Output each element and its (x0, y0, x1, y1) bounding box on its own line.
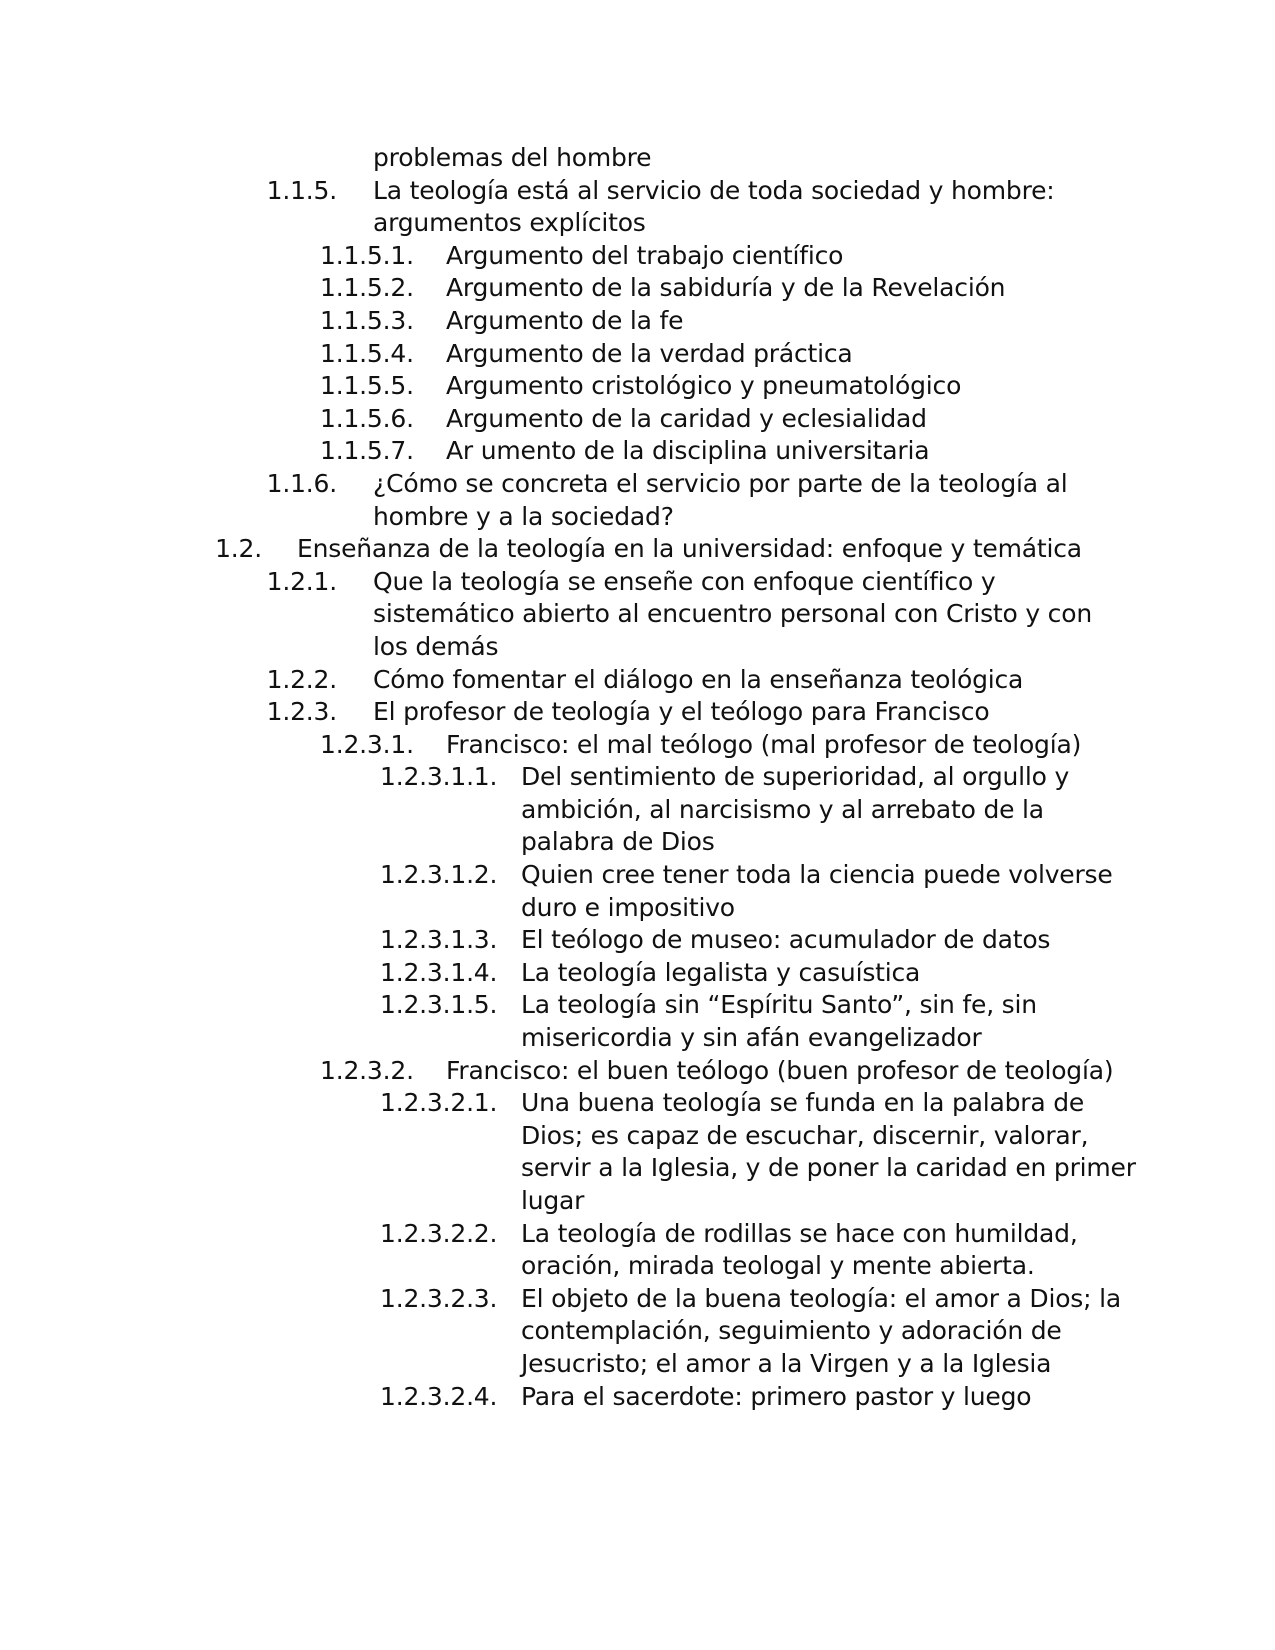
item-text: Ar umento de la disciplina universitaria (446, 436, 930, 466)
outline-item (0, 338, 1275, 371)
item-text: Que la teología se enseñe con enfoque científico y sistemático abierto al encuentro personal con Cristo y con los demás (373, 566, 1092, 661)
item-number: 1.1.5.6. (320, 403, 414, 433)
item-text: Argumento cristológico y pneumatológico (446, 371, 962, 401)
item-number: 1.1.5.5. (320, 371, 414, 401)
item-number: 1.2.3. (266, 697, 337, 727)
outline-item (0, 468, 1275, 533)
item-number: 1.2.3.2.4. (380, 1381, 498, 1411)
outline-item (0, 1218, 1275, 1283)
item-number: 1.2.3.2.2. (380, 1218, 498, 1248)
item-number: 1.2.3.1. (320, 729, 414, 759)
outline-item (0, 957, 1275, 990)
item-number: 1.1.5.7. (320, 436, 414, 466)
outline-item (0, 370, 1275, 403)
outline-item (0, 305, 1275, 338)
item-text: Argumento de la verdad práctica (446, 338, 853, 368)
outline-item (0, 859, 1275, 924)
item-text: El objeto de la buena teología: el amor a Dios; la contemplación, seguimiento y adoración de Jesucristo; el amor a la Virgen y a la Iglesia (521, 1283, 1121, 1378)
item-number: 1.2.3.2. (320, 1055, 414, 1085)
item-number: 1.2.3.1.3. (380, 925, 498, 955)
item-number: 1.1.5. (266, 175, 337, 205)
item-text: Enseñanza de la teología en la universidad: enfoque y temática (297, 534, 1082, 564)
item-number: 1.2.3.1.1. (380, 762, 498, 792)
outline-list (0, 142, 1275, 1413)
outline-item (0, 272, 1275, 305)
item-number: 1.1.5.4. (320, 338, 414, 368)
outline-item (0, 696, 1275, 729)
item-text: Francisco: el buen teólogo (buen profesor de teología) (446, 1055, 1114, 1085)
item-text: Del sentimiento de superioridad, al orgullo y ambición, al narcisismo y al arrebato de la palabra de Dios (521, 762, 1070, 857)
outline-item (0, 533, 1275, 566)
item-number: 1.2. (215, 534, 262, 564)
outline-item (0, 1381, 1275, 1414)
item-text: Cómo fomentar el diálogo en la enseñanza teológica (373, 664, 1024, 694)
outline-item (0, 142, 1275, 175)
item-number: 1.2.3.1.2. (380, 860, 498, 890)
outline-item (0, 729, 1275, 762)
outline-item (0, 1087, 1275, 1217)
item-text: Argumento de la fe (446, 305, 684, 335)
outline-item (0, 924, 1275, 957)
item-number: 1.1.5.2. (320, 273, 414, 303)
outline-item (0, 1283, 1275, 1381)
item-text: La teología está al servicio de toda sociedad y hombre: argumentos explícitos (373, 175, 1055, 238)
outline-item (0, 175, 1275, 240)
item-text: Argumento de la sabiduría y de la Revelación (446, 273, 1006, 303)
item-text: Una buena teología se funda en la palabra de Dios; es capaz de escuchar, discernir, valorar, servir a la Iglesia, y de poner la caridad en primer lugar (521, 1088, 1136, 1215)
item-text: El teólogo de museo: acumulador de datos (521, 925, 1051, 955)
item-text: problemas del hombre (373, 143, 652, 172)
outline-item (0, 240, 1275, 273)
item-number: 1.2.3.2.1. (380, 1088, 498, 1118)
item-text: Argumento de la caridad y eclesialidad (446, 403, 927, 433)
item-text: Quien cree tener toda la ciencia puede volverse duro e impositivo (521, 860, 1113, 922)
item-number: 1.1.6. (266, 468, 337, 498)
item-number: 1.2.3.1.5. (380, 990, 498, 1020)
item-text: Francisco: el mal teólogo (mal profesor de teología) (446, 729, 1082, 759)
outline-item (0, 566, 1275, 664)
item-text: El profesor de teología y el teólogo para Francisco (373, 697, 990, 727)
outline-item (0, 761, 1275, 859)
item-number: 1.1.5.3. (320, 305, 414, 335)
item-text: La teología legalista y casuística (521, 957, 921, 987)
item-number: 1.2.3.2.3. (380, 1283, 498, 1313)
outline-item (0, 403, 1275, 436)
item-text: La teología de rodillas se hace con humildad, oración, mirada teologal y mente abierta. (521, 1218, 1078, 1281)
item-text: ¿Cómo se concreta el servicio por parte de la teología al hombre y a la sociedad? (373, 468, 1068, 531)
item-number: 1.1.5.1. (320, 240, 414, 270)
outline-item (0, 435, 1275, 468)
item-number: 1.2.2. (266, 664, 337, 694)
item-number: 1.2.1. (266, 566, 337, 596)
outline-item (0, 989, 1275, 1054)
item-text: La teología sin “Espíritu Santo”, sin fe, sin misericordia y sin afán evangelizador (521, 990, 1037, 1053)
item-text: Para el sacerdote: primero pastor y luego (521, 1381, 1032, 1411)
outline-item (0, 664, 1275, 697)
outline-item (0, 1055, 1275, 1088)
item-text: Argumento del trabajo científico (446, 240, 844, 270)
item-number: 1.2.3.1.4. (380, 957, 498, 987)
